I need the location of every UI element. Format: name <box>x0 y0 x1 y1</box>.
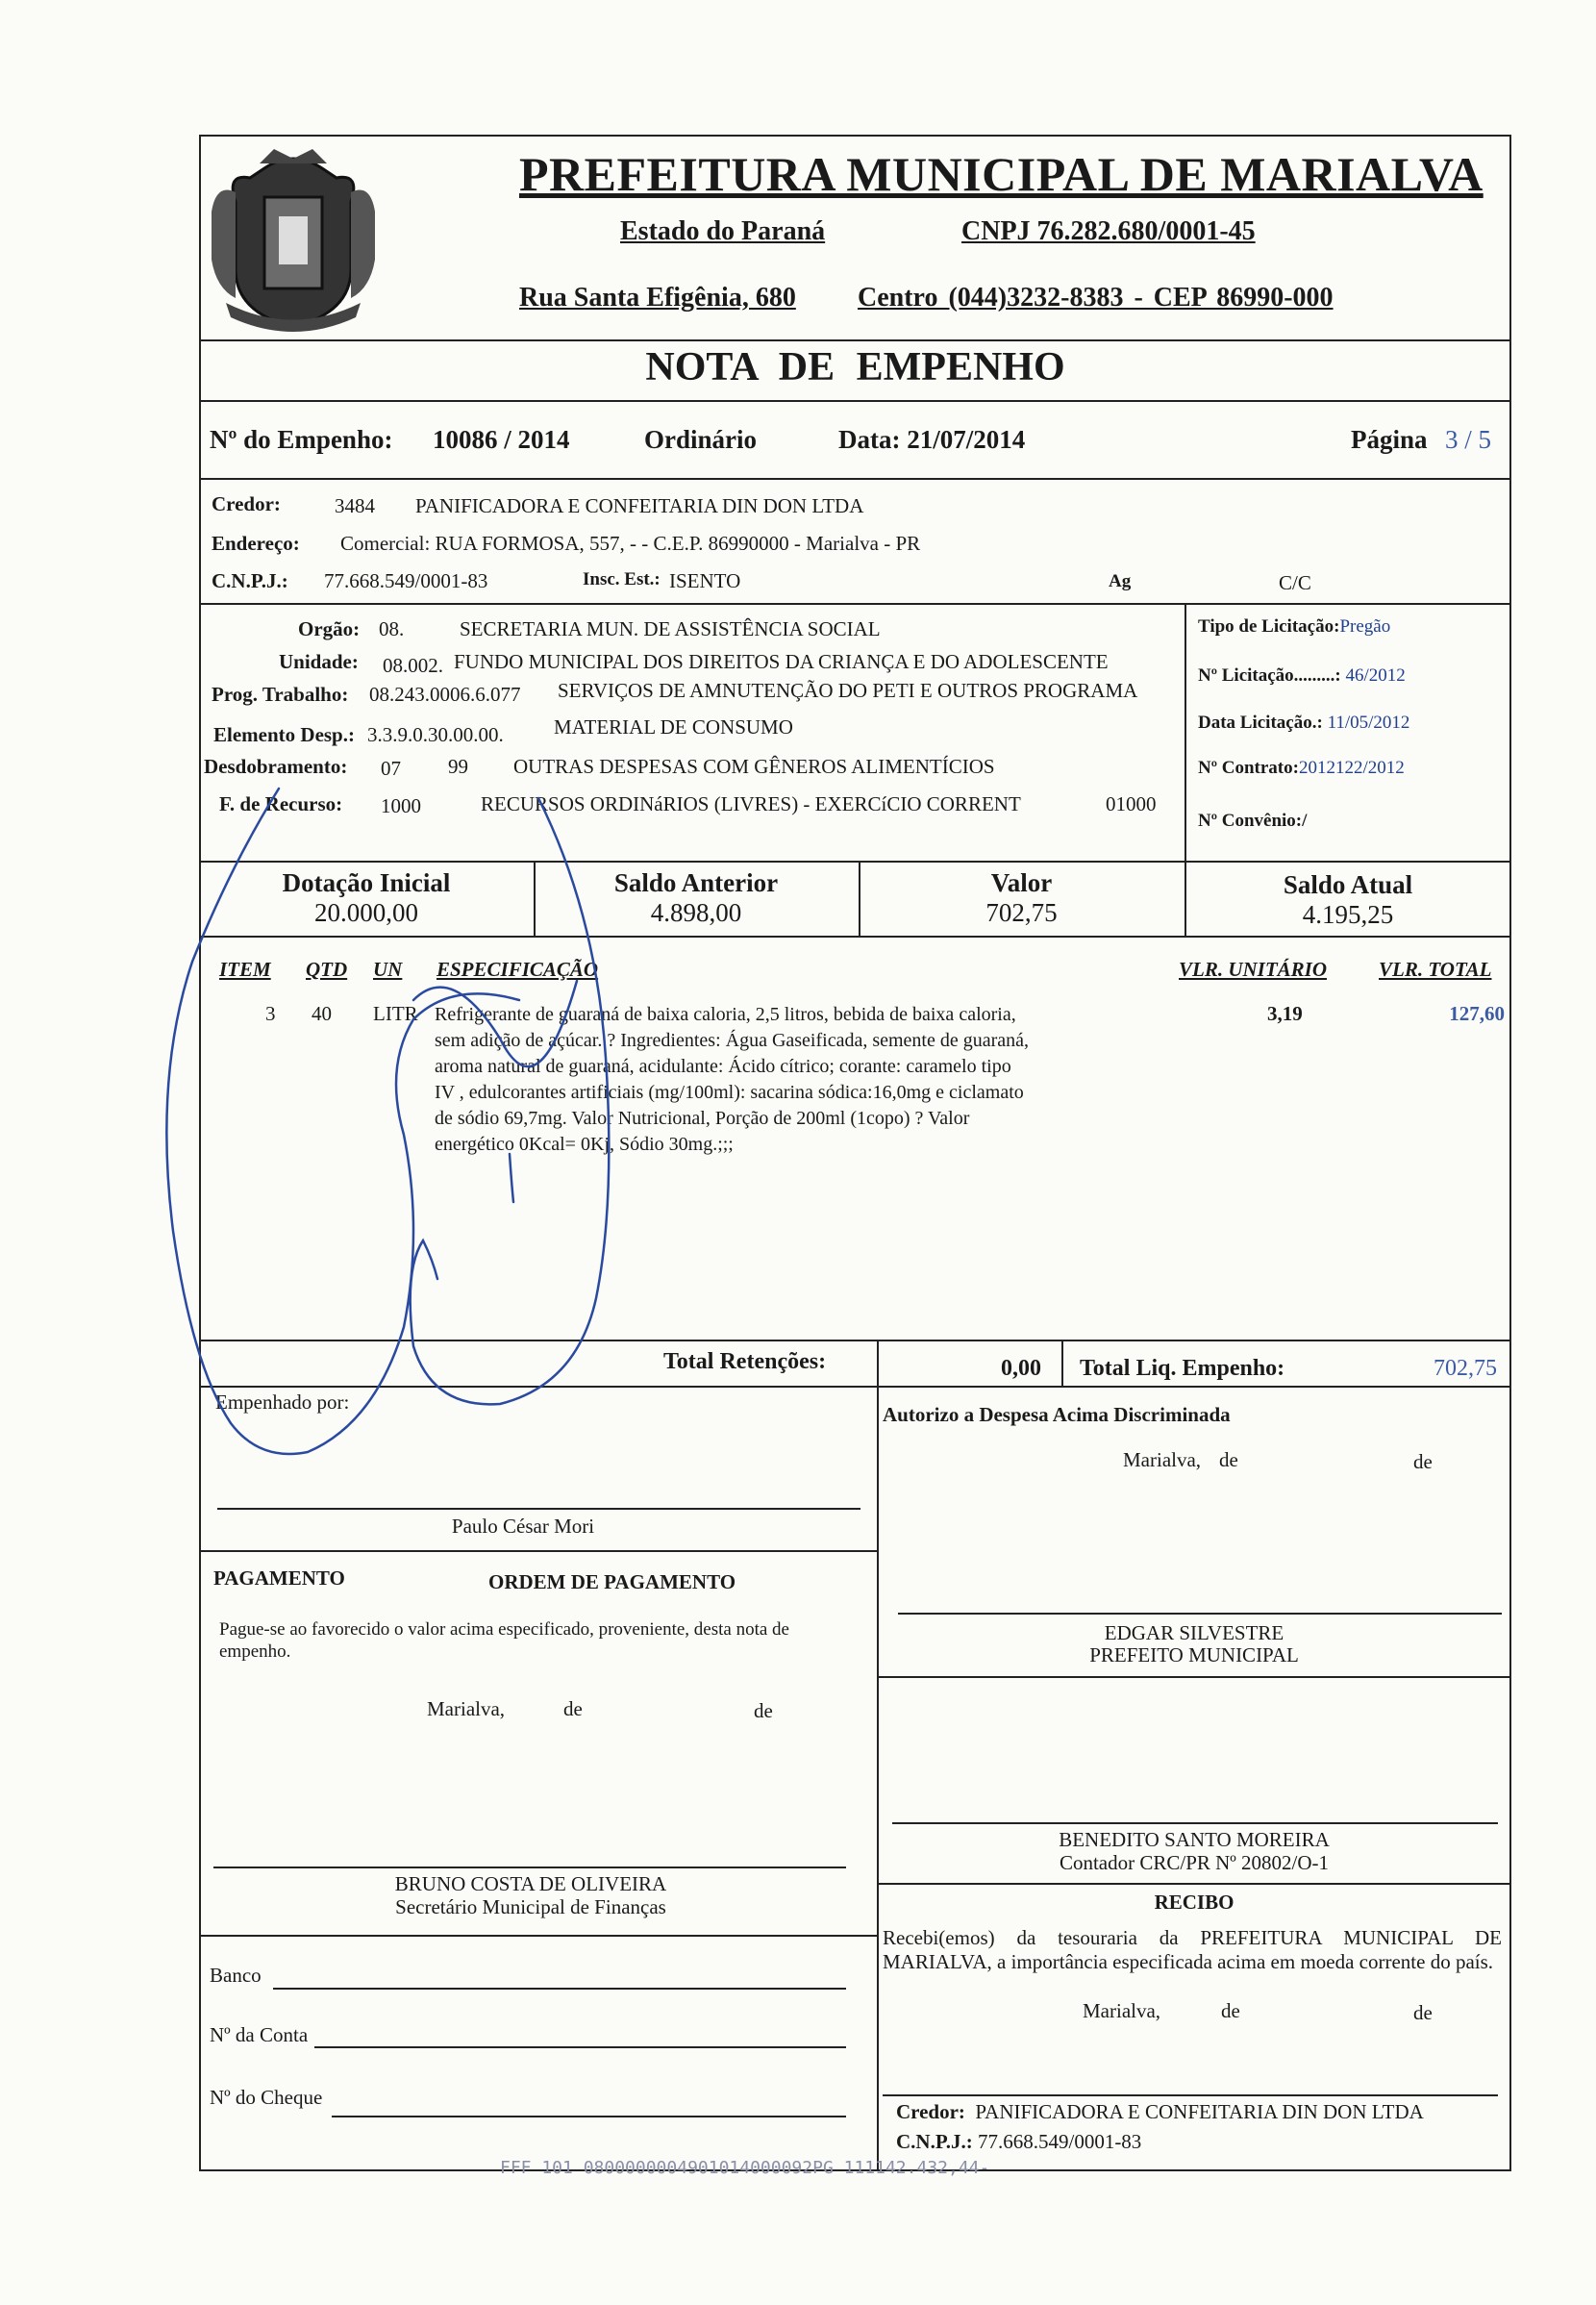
divider <box>199 1340 1511 1341</box>
licitacao-convenio: Nº Convênio:/ <box>1198 811 1308 831</box>
divider <box>199 400 1511 402</box>
contador-role: Contador CRC/PR Nº 20802/O-1 <box>1059 1851 1330 1874</box>
item-description <box>435 1002 1127 1158</box>
description-line: Refrigerante de guaraná de baixa caloria, 2,5 litros, bebida de baixa caloria, <box>435 1004 1016 1025</box>
doc-title: NOTA DE EMPENHO <box>645 345 1065 389</box>
page-number: 3 / 5 <box>1445 425 1492 454</box>
cnpj-header: CNPJ 76.282.680/0001-45 <box>961 216 1256 246</box>
elem-label: Elemento Desp.: <box>213 723 355 746</box>
orgao-name: SECRETARIA MUN. DE ASSISTÊNCIA SOCIAL <box>460 617 881 640</box>
saldo-anterior-label: Saldo Anterior <box>613 868 779 897</box>
divider <box>1061 1340 1063 1386</box>
col-vlr-total: VLR. TOTAL <box>1379 958 1492 981</box>
unidade-label: Unidade: <box>279 650 359 673</box>
credor-label: Credor: <box>212 492 281 515</box>
address-header: Rua Santa Efigênia, 680 <box>519 283 796 313</box>
licitacao-tipo <box>1198 616 1390 638</box>
divider <box>199 861 1511 863</box>
conta-label: Nº da Conta <box>210 2023 309 2046</box>
prefeito-role: PREFEITO MUNICIPAL <box>1089 1643 1299 1666</box>
credor-code: 3484 <box>335 494 375 517</box>
financas-signer: BRUNO COSTA DE OLIVEIRA <box>394 1872 667 1895</box>
autorizo-label: Autorizo a Despesa Acima Discriminada <box>883 1403 1231 1426</box>
banco-field <box>273 1988 846 1990</box>
autorizo-place: Marialva, <box>1123 1448 1202 1471</box>
empenho-label: Nº do Empenho: <box>210 425 393 454</box>
recibo-de2: de <box>1413 2001 1433 2024</box>
divider <box>199 478 1511 480</box>
district-phone-cep: Centro (044)3232-8383 - CEP 86990-000 <box>858 283 1334 313</box>
recurso-code2: 01000 <box>1106 792 1157 815</box>
pagamento-label: PAGAMENTO <box>213 1566 345 1590</box>
licitacao-tipo-value: Pregão <box>1339 616 1391 637</box>
licitacao-contrato-value: 2012122/2012 <box>1298 758 1405 778</box>
pagamento-de2: de <box>754 1699 773 1722</box>
empenhado-signer: Paulo César Mori <box>451 1515 595 1538</box>
desd-code1: 07 <box>381 757 401 780</box>
recibo-title: RECIBO <box>1154 1891 1234 1914</box>
ag-label: Ag <box>1109 571 1132 591</box>
description-line: energético 0Kcal= 0Kj, Sódio 30mg.;;; <box>435 1134 734 1155</box>
item-un: LITR <box>373 1002 418 1025</box>
recurso-code: 1000 <box>381 794 421 817</box>
recibo-credor <box>896 2100 1424 2124</box>
recurso-name: RECURSOS ORDINáRIOS (LIVRES) - EXERCíCIO CORRENT <box>481 792 1021 815</box>
col-qtd: QTD <box>306 958 348 981</box>
empenho-type: Ordinário <box>644 425 758 454</box>
item-total-value: 127,60 <box>1449 1002 1505 1025</box>
pagamento-de1: de <box>563 1697 583 1720</box>
prog-code: 08.243.0006.6.077 <box>369 683 521 706</box>
signature-line <box>213 1867 846 1868</box>
cc-label: C/C <box>1279 571 1311 594</box>
state-label: Estado do Paraná <box>620 216 826 246</box>
pagamento-place: Marialva, <box>427 1697 506 1720</box>
saldo-anterior-value: 4.898,00 <box>650 898 742 927</box>
financas-role: Secretário Municipal de Finanças <box>395 1895 666 1918</box>
divider <box>199 1935 877 1937</box>
ordem-pagamento-label: ORDEM DE PAGAMENTO <box>488 1570 736 1593</box>
divider <box>877 1676 1511 1678</box>
credor-cnpj: 77.668.549/0001-83 <box>324 569 488 592</box>
signature-line <box>898 1613 1502 1615</box>
elem-name: MATERIAL DE CONSUMO <box>554 715 793 739</box>
footer-code: FFF 101 0800000004901014000092PG 111142.432,44- <box>500 2158 990 2178</box>
licitacao-numero <box>1198 665 1406 687</box>
saldo-atual-value: 4.195,25 <box>1302 900 1394 929</box>
total-liq-label: Total Liq. Empenho: <box>1080 1356 1285 1381</box>
signature-line <box>883 2094 1498 2096</box>
empenhado-label: Empenhado por: <box>215 1391 350 1414</box>
col-item: ITEM <box>219 958 271 981</box>
cheque-label: Nº do Cheque <box>210 2086 323 2109</box>
recibo-cnpj-label: C.N.P.J.: <box>896 2130 973 2153</box>
divider <box>199 603 1511 605</box>
retencoes-label: Total Retenções: <box>663 1349 827 1374</box>
dotacao-value: 20.000,00 <box>314 898 418 927</box>
prog-name: SERVIÇOS DE AMNUTENÇÃO DO PETI E OUTROS PROGRAMA <box>558 679 1138 702</box>
prog-label: Prog. Trabalho: <box>212 683 349 706</box>
cheque-field <box>332 2116 846 2117</box>
autorizo-de1: de <box>1219 1448 1238 1471</box>
description-line: IV , edulcorantes artificiais (mg/100ml): sacarina sódica:16,0mg e ciclamato <box>435 1082 1024 1103</box>
licitacao-tipo-label: Tipo de Licitação: <box>1198 616 1340 637</box>
credor-address: Comercial: RUA FORMOSA, 557, - - C.E.P. 86990000 - Marialva - PR <box>340 532 921 555</box>
item-unit-value: 3,19 <box>1267 1002 1303 1025</box>
elem-code: 3.3.9.0.30.00.00. <box>367 723 504 746</box>
unidade-name: FUNDO MUNICIPAL DOS DIREITOS DA CRIANÇA E DO ADOLESCENTE <box>454 650 1109 673</box>
recibo-cnpj-value: 77.668.549/0001-83 <box>977 2130 1142 2153</box>
description-line: sem adição de açúcar. ? Ingredientes: Água Gaseificada, semente de guaraná, <box>435 1030 1030 1051</box>
total-liq-value: 702,75 <box>1434 1356 1497 1381</box>
ie-label: Insc. Est.: <box>583 569 661 589</box>
orgao-label: Orgão: <box>298 617 361 640</box>
page-label: Página <box>1351 425 1428 454</box>
empenho-number: 10086 / 2014 <box>433 425 570 454</box>
divider <box>877 1340 879 1386</box>
unidade-code: 08.002. <box>383 654 443 677</box>
desd-name: OUTRAS DESPESAS COM GÊNEROS ALIMENTÍCIOS <box>513 755 995 778</box>
retencoes-value: 0,00 <box>1001 1356 1041 1381</box>
recibo-de1: de <box>1221 1999 1240 2022</box>
address-label: Endereço: <box>212 532 300 555</box>
licitacao-num-value: 46/2012 <box>1345 665 1406 686</box>
description-line: de sódio 69,7mg. Valor Nutricional, Porção de 200ml (1copo) ? Valor <box>435 1108 970 1129</box>
description-line: aroma natural de guaraná, acidulante: Ácido cítrico; corante: caramelo tipo <box>435 1056 1011 1077</box>
conta-field <box>314 2046 846 2048</box>
saldo-atual-label: Saldo Atual <box>1283 870 1413 899</box>
prefeitura-title: PREFEITURA MUNICIPAL DE MARIALVA <box>519 147 1484 201</box>
divider <box>199 339 1511 341</box>
recibo-text: Recebi(emos) da tesouraria da PREFEITURA MUNICIPAL DE MARIALVA, a importância especificada acima em moeda corrente do país. <box>883 1926 1502 1973</box>
licitacao-num-label: Nº Licitação.........: <box>1198 665 1341 686</box>
orgao-code: 08. <box>379 617 405 640</box>
signature-line <box>892 1822 1498 1824</box>
pagamento-text: Pague-se ao favorecido o valor acima especificado, proveniente, desta nota de empenho. <box>219 1619 789 1662</box>
item-number: 3 <box>265 1002 276 1025</box>
licitacao-data-label: Data Licitação.: <box>1198 713 1323 733</box>
cnpj-label: C.N.P.J.: <box>212 569 288 592</box>
valor-value: 702,75 <box>985 898 1058 927</box>
divider <box>877 1386 879 2171</box>
licitacao-contrato <box>1198 758 1405 779</box>
banco-label: Banco <box>210 1964 262 1987</box>
recibo-credor-name: PANIFICADORA E CONFEITARIA DIN DON LTDA <box>975 2100 1424 2123</box>
divider <box>199 1550 877 1552</box>
licitacao-contrato-label: Nº Contrato: <box>1198 758 1299 778</box>
col-especificacao: ESPECIFICAÇÃO <box>436 958 599 981</box>
recibo-place: Marialva, <box>1083 1999 1161 2022</box>
col-un: UN <box>373 958 403 981</box>
desd-label: Desdobramento: <box>204 755 348 778</box>
signature-line <box>217 1508 860 1510</box>
recurso-label: F. de Recurso: <box>219 792 343 815</box>
credor-name: PANIFICADORA E CONFEITARIA DIN DON LTDA <box>415 494 864 517</box>
empenho-date: Data: 21/07/2014 <box>838 425 1026 454</box>
dotacao-label: Dotação Inicial <box>282 868 451 897</box>
divider <box>1185 603 1186 861</box>
recibo-cnpj <box>896 2130 1141 2154</box>
licitacao-data <box>1198 713 1409 734</box>
coat-of-arms <box>207 144 380 337</box>
autorizo-de2: de <box>1413 1450 1433 1473</box>
col-vlr-unitario: VLR. UNITÁRIO <box>1179 958 1328 981</box>
recibo-credor-label: Credor: <box>896 2100 965 2123</box>
contador-name: BENEDITO SANTO MOREIRA <box>1059 1828 1330 1851</box>
divider <box>199 1386 1511 1388</box>
divider <box>877 1883 1511 1885</box>
divider <box>199 936 1511 938</box>
item-qtd: 40 <box>312 1002 332 1025</box>
credor-ie: ISENTO <box>669 569 741 592</box>
desd-code2: 99 <box>448 755 468 778</box>
valor-label: Valor <box>990 868 1053 897</box>
licitacao-data-value: 11/05/2012 <box>1327 713 1410 733</box>
prefeito-name: EDGAR SILVESTRE <box>1104 1621 1284 1644</box>
